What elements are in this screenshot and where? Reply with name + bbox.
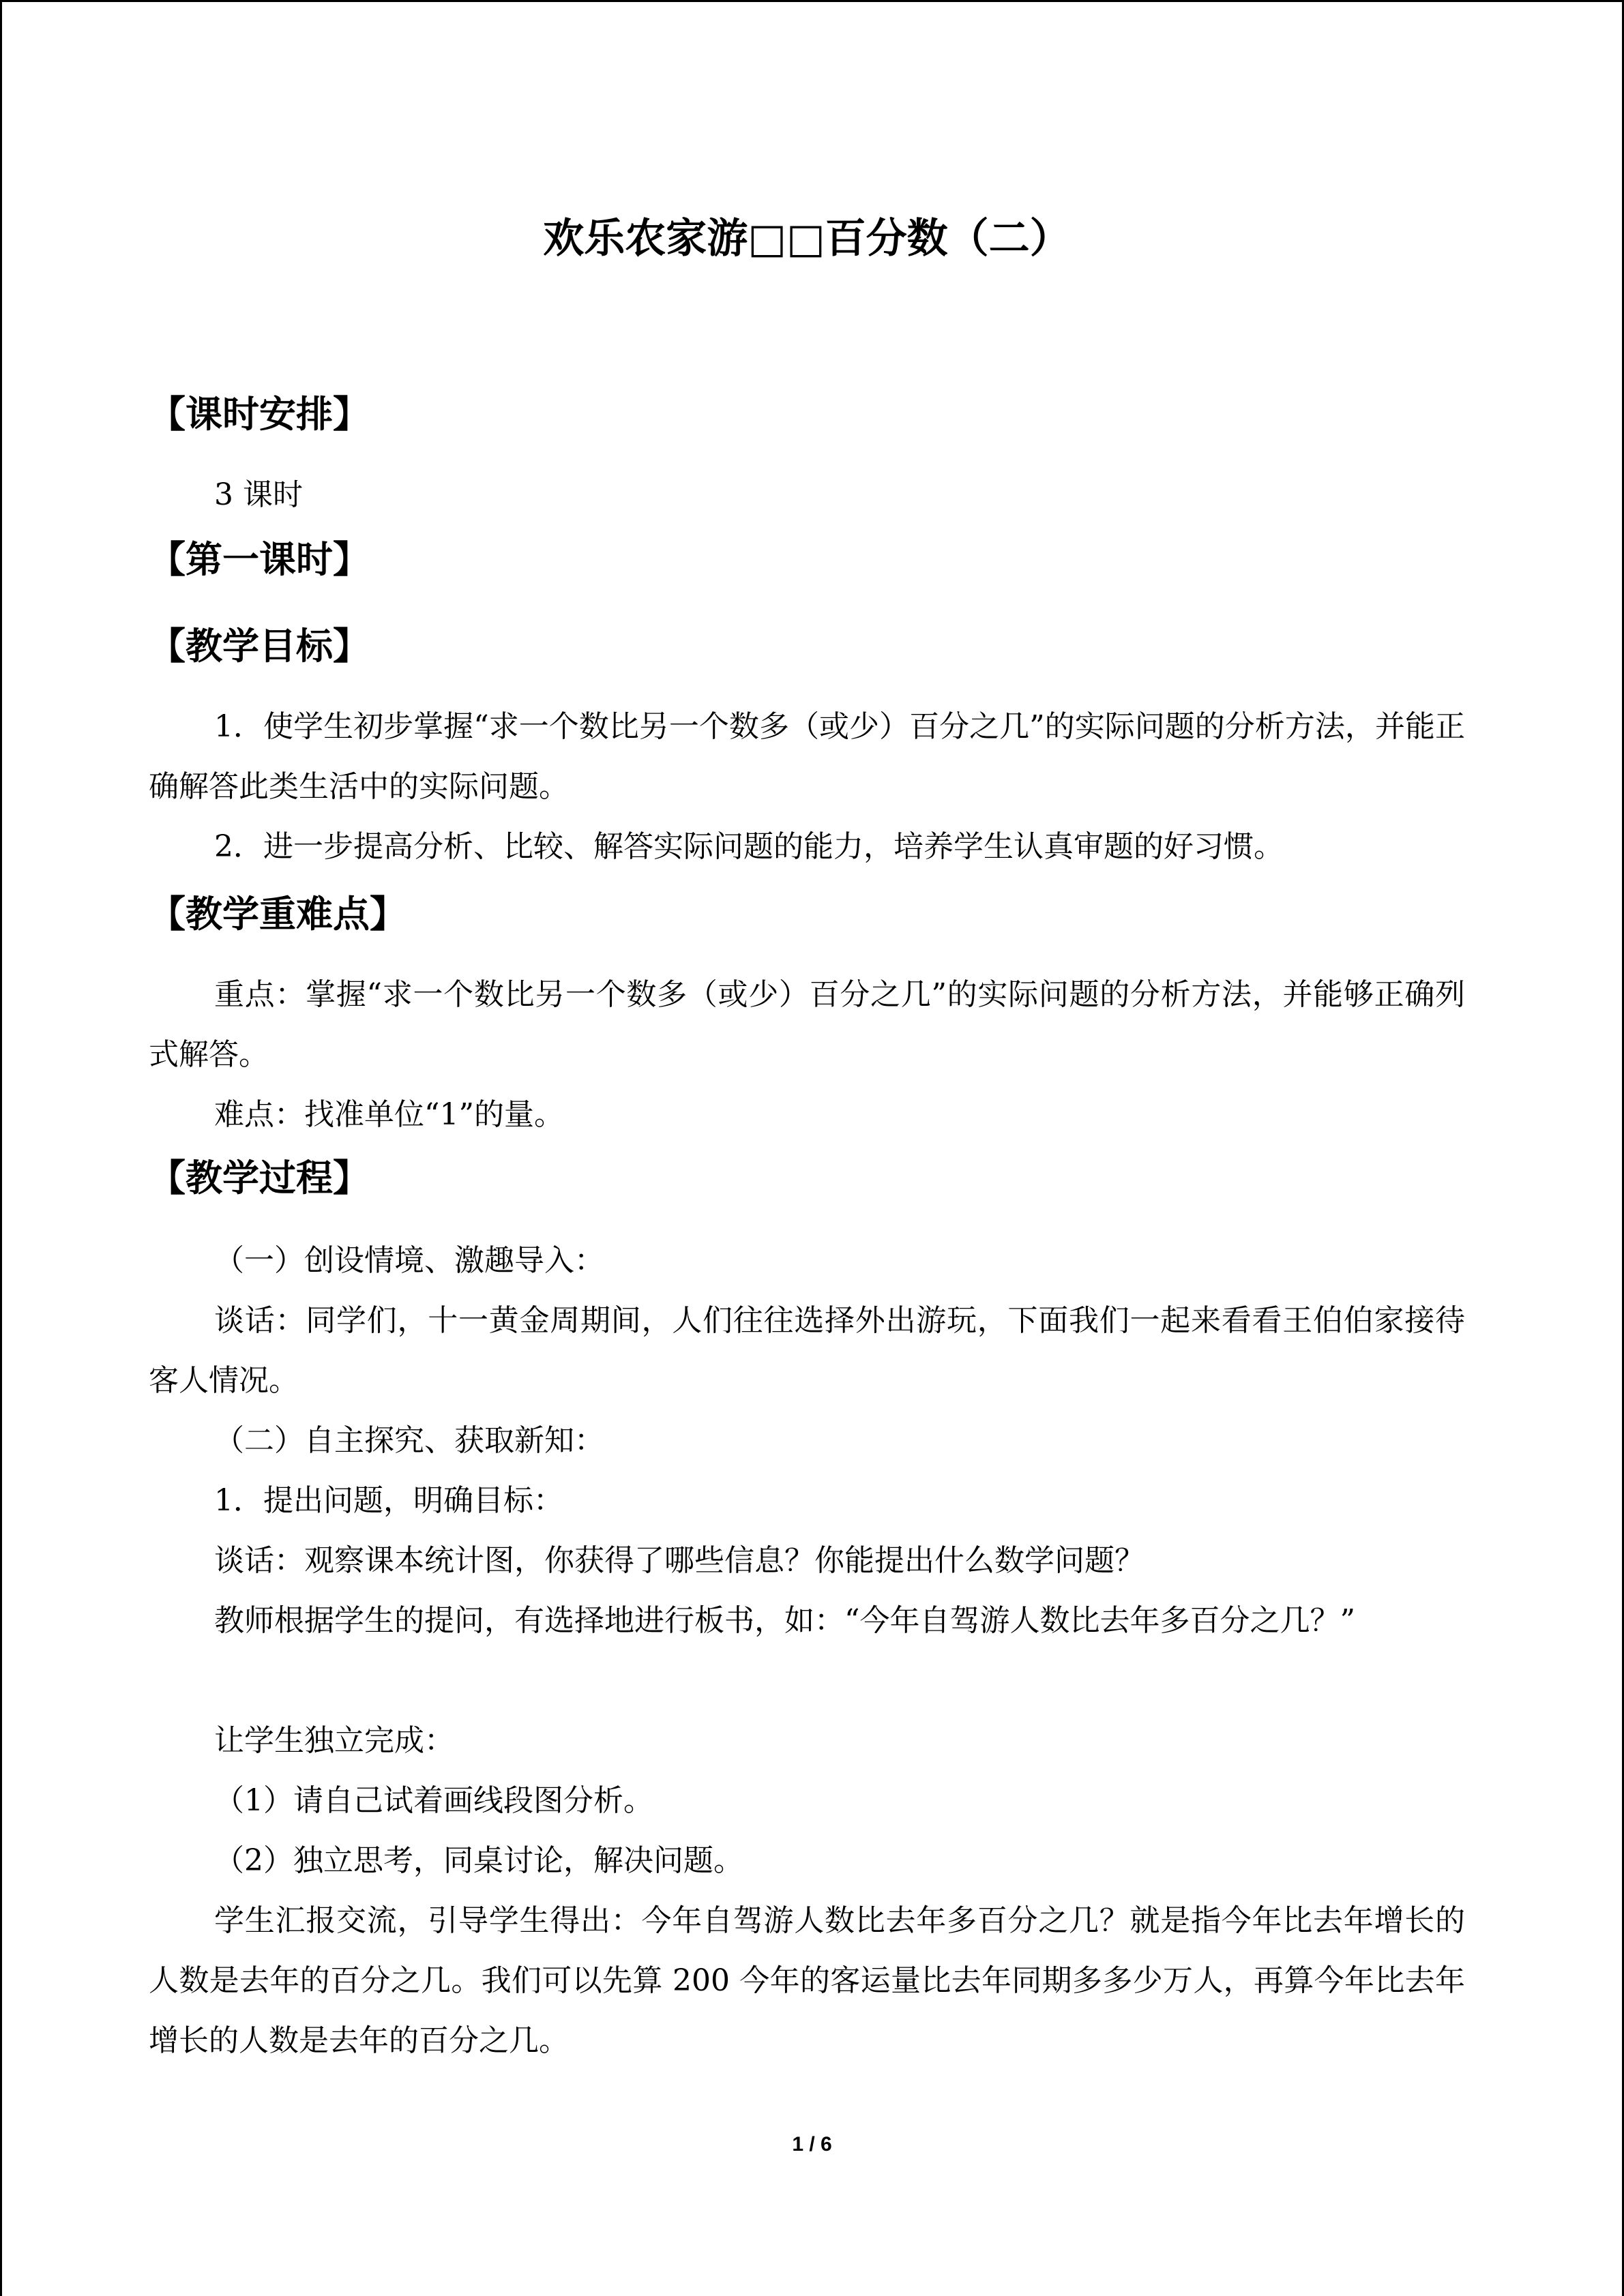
student-report-text: 学生汇报交流，引导学生得出：今年自驾游人数比去年多百分之几？就是指今年比去年增长的人数是去年的百分之几。我们可以先算 200 今年的客运量比去年同期多多少万人，再算今年比去年增长的人数是去年的百分之几。 (149, 1903, 1465, 2058)
task-2-text: （2）独立思考，同桌讨论，解决问题。 (214, 1843, 743, 1878)
key-point-text: 重点：掌握“求一个数比另一个数多（或少）百分之几”的实际问题的分析方法，并能够正确列式解答。 (149, 977, 1465, 1072)
teacher-board-text: 教师根据学生的提问，有选择地进行板书，如：“今年自驾游人数比去年多百分之几？” (214, 1603, 1355, 1638)
page-number: 1 / 6 (792, 2133, 832, 2156)
objective-1: 1．使学生初步掌握“求一个数比另一个数多（或少）百分之几”的实际问题的分析方法，并能正确解答此类生活中的实际问题。 (149, 709, 1465, 804)
difficulty-text: 难点：找准单位“1”的量。 (214, 1097, 564, 1132)
key-points-heading: 【教学重难点】 (149, 892, 407, 936)
step-2-talk: 谈话：观察课本统计图，你获得了哪些信息？你能提出什么数学问题？ (214, 1543, 1145, 1578)
schedule-text: 3 课时 (214, 477, 303, 512)
task-1-text: （1）请自己试着画线段图分析。 (214, 1783, 653, 1818)
step-1-talk: 谈话：同学们，十一黄金周期间，人们往往选择外出游玩，下面我们一起来看看王伯伯家接待客人情况。 (149, 1303, 1465, 1398)
lesson-one-heading: 【第一课时】 (149, 537, 370, 581)
objectives-heading: 【教学目标】 (149, 624, 370, 668)
student-task-text: 让学生独立完成： (214, 1723, 454, 1758)
step-2-point-1: 1．提出问题，明确目标： (214, 1483, 563, 1518)
step-2-title: （二）自主探究、获取新知： (214, 1423, 604, 1458)
objective-2: 2．进一步提高分析、比较、解答实际问题的能力，培养学生认真审题的好习惯。 (214, 829, 1284, 864)
schedule-heading: 【课时安排】 (149, 392, 370, 436)
document-title: 欢乐农家游□□百分数（二） (543, 215, 1071, 263)
process-heading: 【教学过程】 (149, 1156, 370, 1199)
step-1-title: （一）创设情境、激趣导入： (214, 1243, 604, 1278)
